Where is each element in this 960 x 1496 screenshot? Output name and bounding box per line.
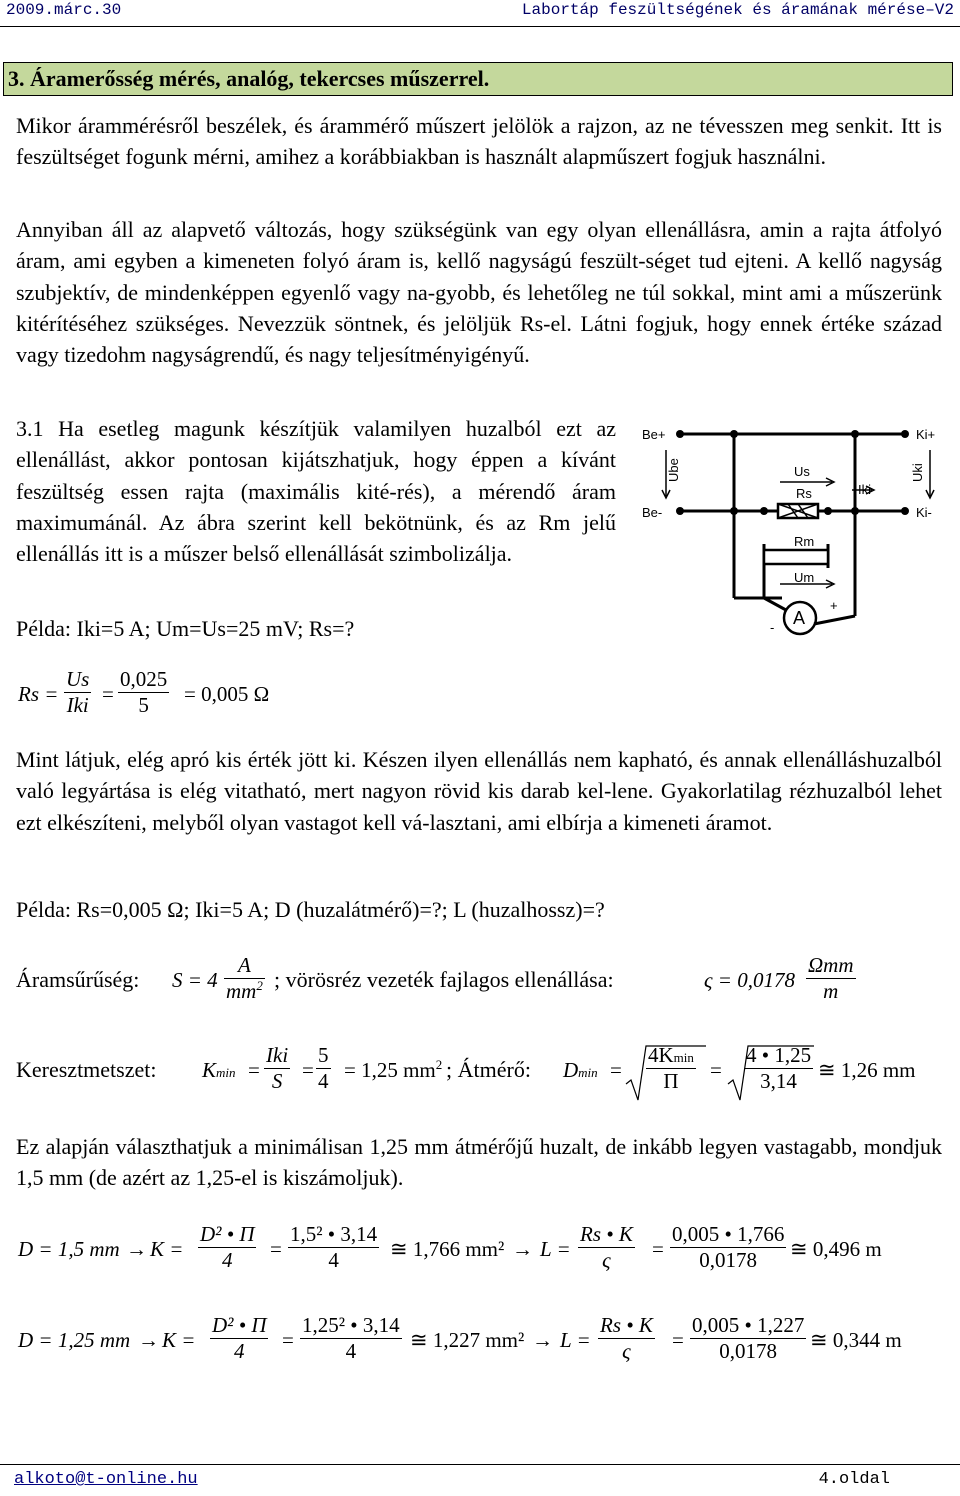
d-result: ≅ 1,26 mm <box>818 1058 916 1082</box>
d125-num-4: 0,005 • 1,227 <box>692 1313 805 1337</box>
k-num-2: 5 <box>318 1043 329 1067</box>
d125-den-1: 4 <box>210 1338 268 1364</box>
page-footer <box>0 1464 960 1495</box>
k-fraction-2 <box>316 1043 331 1094</box>
rs-result: = 0,005 Ω <box>184 682 270 706</box>
rs-eq: = <box>102 682 114 706</box>
d15-num-3: Rs • K <box>580 1222 633 1246</box>
k-result: = 1,25 mm <box>344 1058 436 1082</box>
paragraph-4: Példa: Iki=5 A; Um=Us=25 mV; Rs=? <box>16 616 355 641</box>
d-den-1: Π <box>646 1068 696 1094</box>
current-density-label: Áramsűrűség: <box>16 967 140 992</box>
d125-l-result: ≅ 0,344 m <box>810 1328 902 1352</box>
d-num-2: 4 • 1,25 <box>746 1043 812 1067</box>
d-fraction-2 <box>744 1043 813 1094</box>
paragraph-3: 3.1 Ha esetleg magunk készítjük valamilyen huzalból ezt az ellenállást, akkor pontosan kijátszhatjuk, hogy éppen a kívánt feszültség essen rajta (maximális kité-rés), a mérendő áram maximumánál. Az ábra szerint kell bekötnünk, és az Rm jelű ellenállás itt is a műszer belső ellenállását szimbolizálja. <box>16 416 616 567</box>
label-rs: Rs <box>796 486 812 501</box>
diameter-label: ; Átmérő: <box>446 1057 531 1082</box>
d125-k: K = <box>162 1328 196 1352</box>
rs-num-1: Us <box>66 667 90 691</box>
label-um: Um <box>794 570 815 585</box>
d125-value: D = 1,25 mm <box>18 1328 131 1352</box>
k-symbol: K <box>202 1058 217 1082</box>
d125-l: L = <box>560 1328 591 1352</box>
d15-value: D = 1,5 mm <box>18 1237 120 1261</box>
d15-l-result: ≅ 0,496 m <box>790 1237 882 1261</box>
k-den-2: 4 <box>318 1069 329 1093</box>
header-date: 2009.márc.30 <box>6 1 122 19</box>
paragraph-5: Mint látjuk, elég apró kis érték jött ki. Készen ilyen ellenállás nem kapható, és annak ellenálláshuzalból való legyártása is elég vitatható, mert nagyon rövid kis darab kel-lene. Gyakorlatilag rézhuzalból lehet ezt elkészíteni, melyből olyan vastagot kell vá-lasztani, ami elbírja a kimeneti áramot. <box>16 747 942 835</box>
section-title-box <box>3 62 953 96</box>
footer-page-number: 4.oldal <box>818 1470 890 1489</box>
d-fraction-1: 4Kmin Π <box>648 1043 694 1093</box>
d125-frac-4 <box>690 1313 806 1364</box>
current-density-fraction <box>224 953 265 1004</box>
resistivity-unit <box>806 953 856 1004</box>
resistivity-value: ς = 0,0178 <box>704 968 795 992</box>
rs-den-1: Iki <box>64 692 91 718</box>
d-sub: min <box>578 1065 598 1080</box>
d125-frac-2 <box>300 1313 402 1364</box>
resistivity-text: ; vörösréz vezeték fajlagos ellenállása: <box>274 967 614 992</box>
d125-den-4: 0,0178 <box>690 1338 806 1364</box>
k-eq: = <box>248 1058 260 1082</box>
ammeter-symbol: A <box>793 608 806 628</box>
label-ki-plus: Ki+ <box>916 427 936 442</box>
paragraph-1: Mikor árammérésről beszélek, és árammérő műszert jelölök a rajzon, az ne tévesszen meg senkit. Itt is feszültséget fogunk mérni, amihez a korábbiakban is használt alapműszert fogjuk használni. <box>16 113 942 170</box>
k-den-1: S <box>264 1068 290 1094</box>
d15-l: L = <box>540 1237 571 1261</box>
d125-den-3: ς <box>598 1338 655 1364</box>
header-title: Labortáp feszültségének és áramának mérése–V2 <box>521 1 954 19</box>
d-den-2: 3,14 <box>744 1068 813 1094</box>
resistivity-unit-num: Ωmm <box>808 953 854 977</box>
label-ube: Ube <box>666 458 681 482</box>
d15-frac-3 <box>578 1222 635 1273</box>
k-sub: min <box>216 1065 236 1080</box>
d125-num-2: 1,25² • 3,14 <box>302 1313 400 1337</box>
d15-num-1: D² • Π <box>200 1222 255 1246</box>
paragraph-2: Annyiban áll az alapvető változás, hogy szükségünk van egy olyan ellenállásra, amin a rajta átfolyó áram, ami egyben a kimeneten folyó áram is, kellő nagyságú feszült-séget tud ejteni. A kellő nagyság szubjektív, de mindenképpen egyenlő vagy na-gyobb, és lehetőleg ne túl sokkal, mint ami a műszerünk kitérítéséhez szükséges. Nevezzük söntnek, és jelöljük Rs-el. Látni fogjuk, hogy ennek értéke század vagy tizedohm nagyságrendű, és nagy teljesítményigényű. <box>16 217 942 368</box>
resistivity-unit-den: m <box>806 978 856 1004</box>
current-density-exp: 2 <box>256 978 263 993</box>
d-symbol: D <box>563 1058 579 1082</box>
paragraph-6: Példa: Rs=0,005 Ω; Iki=5 A; D (huzalátmérő)=?; L (huzalhossz)=? <box>16 897 605 922</box>
rs-lhs: Rs = <box>18 682 59 706</box>
label-rm: Rm <box>794 534 815 549</box>
d15-num-4: 0,005 • 1,766 <box>672 1222 785 1246</box>
d-num-1: 4K <box>648 1043 674 1067</box>
k-fraction-1 <box>264 1043 290 1094</box>
d125-num-3: Rs • K <box>600 1313 653 1337</box>
d125-frac-1 <box>210 1313 268 1364</box>
d125-num-1: D² • Π <box>212 1313 267 1337</box>
label-uki: Uki <box>910 463 925 482</box>
d15-frac-4 <box>670 1222 786 1273</box>
d-eq-2: = <box>710 1058 722 1082</box>
cross-section-label: Keresztmetszet: <box>16 1057 157 1082</box>
k-num-1: Iki <box>266 1043 289 1067</box>
d15-k-result: ≅ 1,766 mm² <box>390 1237 505 1261</box>
d15-k: K = <box>150 1237 184 1261</box>
label-be-minus: Be- <box>642 505 663 520</box>
shunt-circuit-diagram <box>640 420 960 655</box>
d125-frac-3 <box>598 1313 655 1364</box>
d15-frac-1 <box>198 1222 256 1273</box>
label-us: Us <box>794 464 810 479</box>
d15-frac-2 <box>288 1222 379 1273</box>
rs-fraction-1 <box>64 667 91 718</box>
d125-den-2: 4 <box>300 1338 402 1364</box>
d15-den-2: 4 <box>288 1247 379 1273</box>
d125-k-result: ≅ 1,227 mm² <box>410 1328 525 1352</box>
rs-den-2: 5 <box>118 692 169 718</box>
k-eq-2: = <box>302 1058 314 1082</box>
d15-num-2: 1,5² • 3,14 <box>290 1222 378 1246</box>
footer-email-link[interactable]: alkoto@t-online.hu <box>14 1470 198 1489</box>
label-minus: - <box>770 620 775 635</box>
current-density-den: mm <box>226 979 257 1003</box>
label-ki-minus: Ki- <box>916 505 932 520</box>
page-header <box>0 0 960 27</box>
label-be-plus: Be+ <box>642 427 666 442</box>
d15-den-4: 0,0178 <box>670 1247 786 1273</box>
paragraph-7: Ez alapján választhatjuk a minimálisan 1,25 mm átmérőjű huzalt, de inkább legyen vastagabb, mondjuk 1,5 mm (de azért az 1,25-el is kiszámoljuk). <box>16 1134 942 1191</box>
current-density-num: A <box>238 953 251 977</box>
d15-den-3: ς <box>578 1247 635 1273</box>
current-density-s: S = 4 <box>172 968 218 992</box>
rs-fraction-2 <box>118 667 169 718</box>
label-iki: Iki <box>858 482 871 497</box>
label-plus: + <box>830 598 838 613</box>
d-eq: = <box>610 1058 622 1082</box>
section-title: 3. Áramerősség mérés, analóg, tekercses műszerrel. <box>8 66 490 91</box>
d15-den-1: 4 <box>198 1247 256 1273</box>
rs-num-2: 0,025 <box>120 667 168 691</box>
